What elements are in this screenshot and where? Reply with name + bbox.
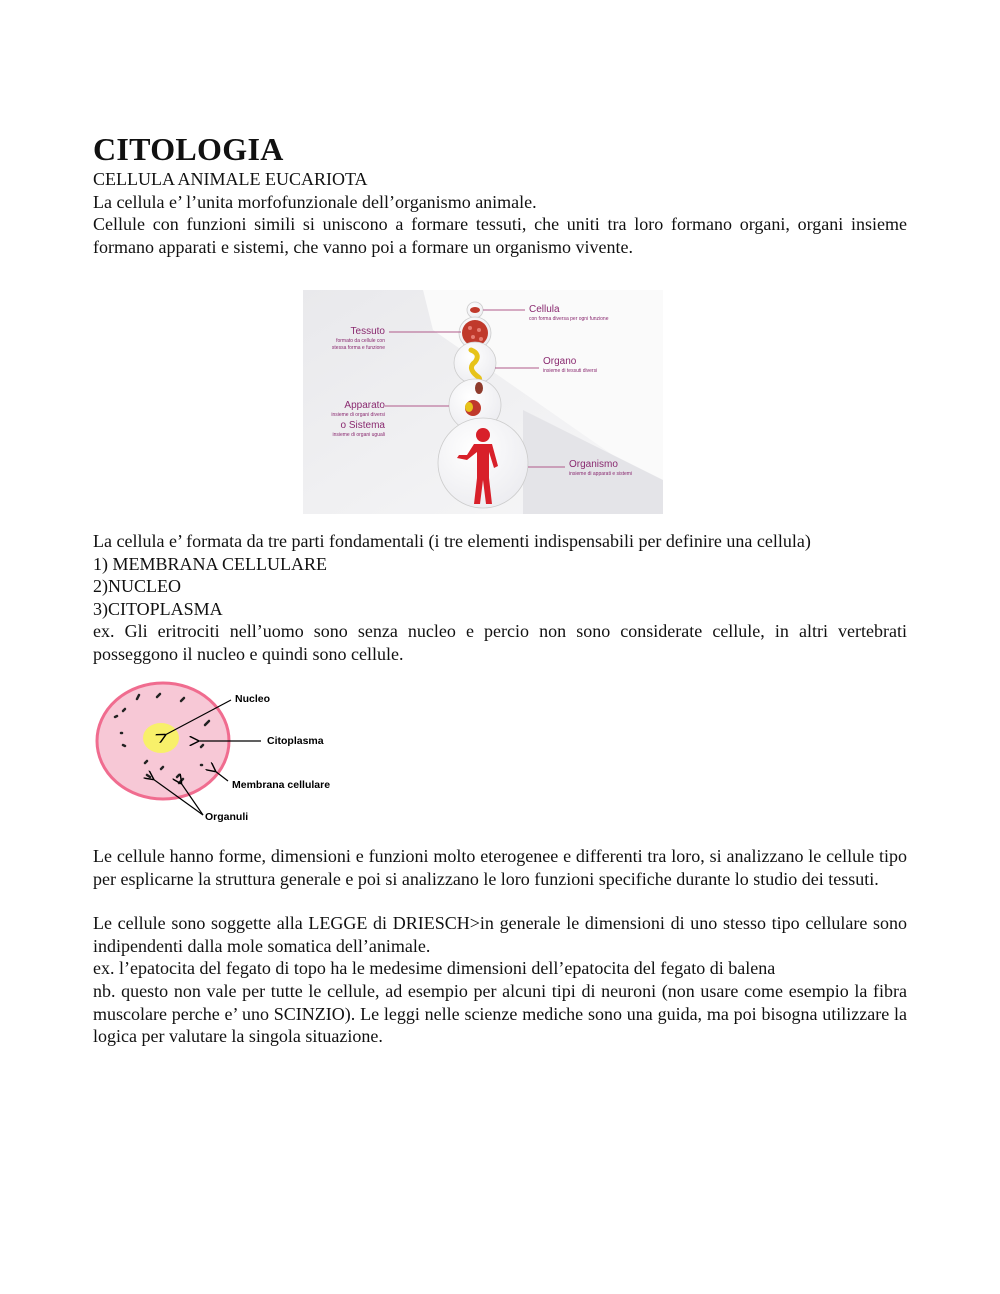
- label-citoplasma: Citoplasma: [267, 735, 324, 747]
- part-item-nucleo: 2)NUCLEO: [93, 576, 181, 597]
- intro-line-1: La cellula e’ l’unita morfofunzionale dell’organismo animale.: [93, 191, 537, 212]
- svg-text:insieme di apparati e sistemi: insieme di apparati e sistemi: [569, 471, 633, 477]
- cell-nucleus: [143, 723, 179, 753]
- label-sistema: o Sistema: [340, 420, 385, 431]
- cell-parts-section: [93, 530, 907, 666]
- label-organuli: Organuli: [205, 811, 249, 823]
- svg-text:con forma diversa per ogni fun: con forma diversa per ogni funzione: [529, 316, 609, 322]
- document-top: [93, 130, 907, 258]
- svg-text:insieme di tessuti diversi: insieme di tessuti diversi: [543, 368, 598, 374]
- paragraph-driesch: Le cellule sono soggette alla LEGGE di DRIESCH>in generale le dimensioni di uno stesso tipo cellulare sono indipendenti dalla mole somatica dell’animale.: [93, 913, 907, 956]
- label-organismo: Organismo: [569, 459, 618, 470]
- organization-levels-figure: [303, 290, 663, 514]
- subtitle: CELLULA ANIMALE EUCARIOTA: [93, 169, 368, 189]
- paragraph-example: ex. l’epatocita del fegato di topo ha le medesime dimensioni dell’epatocita del fegato di balena: [93, 958, 776, 979]
- label-nucleo: Nucleo: [235, 693, 271, 705]
- body-section: [93, 845, 907, 1048]
- svg-text:insieme di organi uguali: insieme di organi uguali: [332, 432, 385, 438]
- label-membrana: Membrana cellulare: [232, 779, 331, 791]
- page-title: CITOLOGIA: [93, 131, 284, 167]
- label-apparato: Apparato: [344, 400, 385, 411]
- parts-lead: La cellula e’ formata da tre parti fondamentali (i tre elementi indispensabili per definire una cellula): [93, 531, 811, 551]
- svg-text:stessa forma e funzione: stessa forma e funzione: [331, 345, 385, 351]
- intro-line-2: Cellule con funzioni simili si uniscono a formare tessuti, che uniti tra loro formano organi, organi insieme formano apparati e sistemi, che vanno poi a formare un organismo vivente.: [93, 214, 907, 257]
- label-organo: Organo: [543, 356, 577, 367]
- animal-cell-figure: [93, 675, 348, 827]
- label-tessuto: Tessuto: [350, 326, 385, 337]
- part-item-citoplasma: 3)CITOPLASMA: [93, 598, 223, 619]
- paragraph-forms: Le cellule hanno forme, dimensioni e funzioni molto eterogenee e differenti tra loro, si analizzano le cellule tipo per esplicarne la struttura generale e poi si analizzano le loro funzioni specifiche durante lo studio dei tessuti.: [93, 846, 907, 889]
- paragraph-note: nb. questo non vale per tutte le cellule, ad esempio per alcuni tipi di neuroni (non usare come esempio la fibra muscolare perche e’ uno SCINZIO). Le leggi nelle scienze mediche sono una guida, ma poi bisogna utilizzare la logica per valutare la singola situazione.: [93, 980, 907, 1047]
- svg-text:insieme di organi diversi: insieme di organi diversi: [331, 412, 385, 418]
- parts-example: ex. Gli eritrociti nell’uomo sono senza nucleo e percio non sono considerate cellule, in altri vertebrati posseggono il nucleo e quindi sono cellule.: [93, 621, 907, 664]
- svg-text:formato da cellule con: formato da cellule con: [336, 338, 385, 344]
- part-item-membrana: 1) MEMBRANA CELLULARE: [93, 553, 327, 574]
- label-cellula: Cellula: [529, 304, 560, 315]
